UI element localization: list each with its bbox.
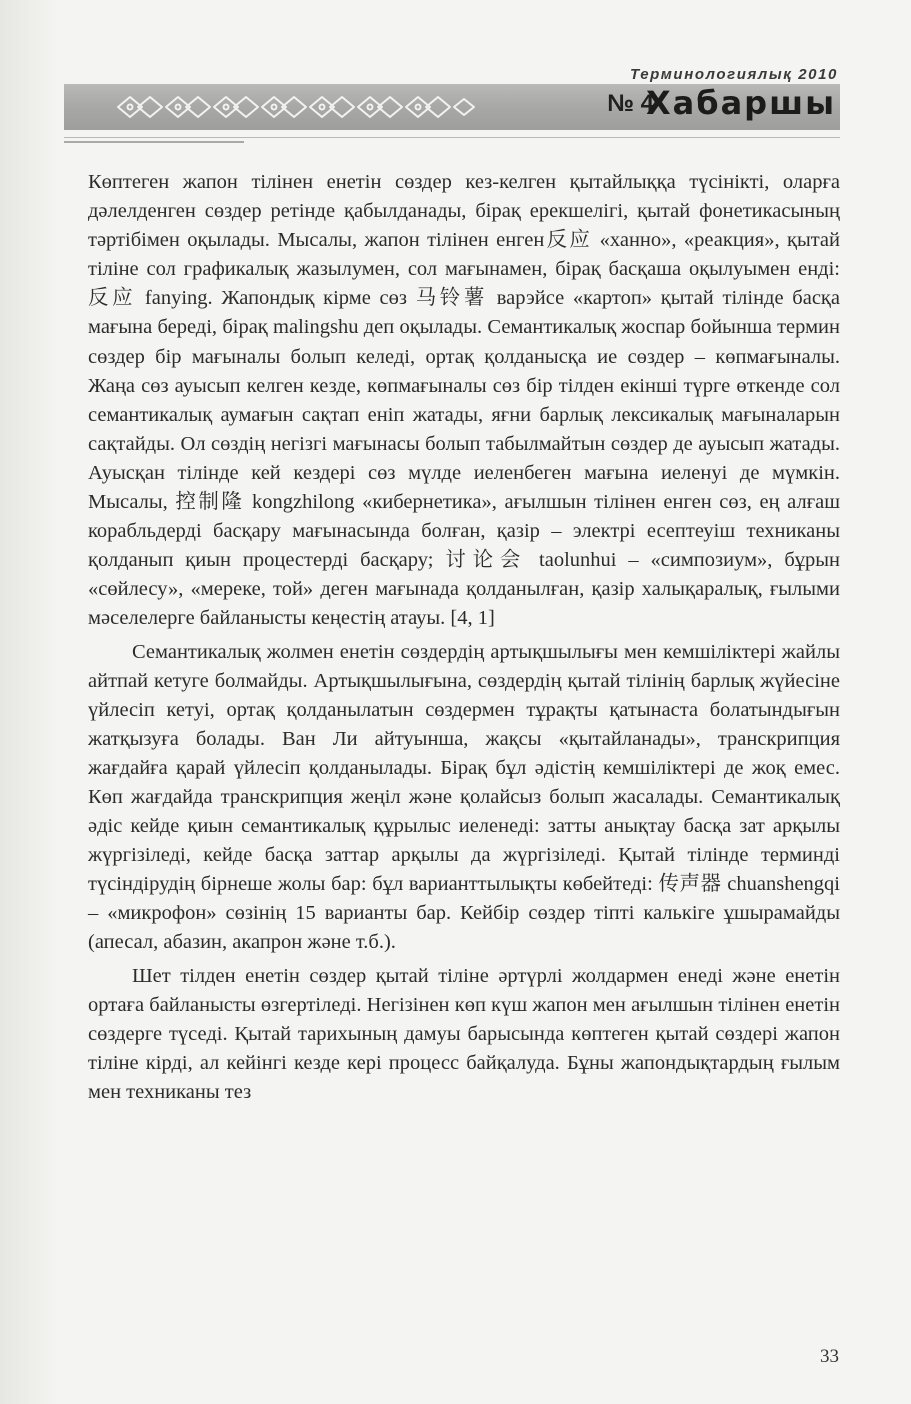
header-banner — [64, 84, 840, 130]
article-body — [88, 168, 840, 1107]
paragraph-2: Семантикалық жолмен енетін сөздердің артықшылығы мен кемшіліктері жайлы айтпай кетуге болмайды. Артықшылығына, сөздердің қытай тілінің барлық жүйесіне үйлесіп кетуі, ортақ қолданылатын сөздермен тұрақты қатынаста болатындығын жатқызуға болады. Ван Ли айтуынша, жақсы «қытайланады», транскрипция жағдайға қарай үйлесіп қолданылады. Бірақ бұл әдістің кемшіліктері де жоқ емес. Көп жағдайда транскрипция жеңіл және қолайсыз болып жасалады. Семантикалық әдіс кейде қиын семантикалық құрылыс иеленеді: затты анықтау басқа зат арқылы жүргізіледі, кейде басқа заттар арқылы да жүргізіледі. Қытай тілінде терминді түсіндірудің бірнеше жолы бар: бұл варианттылықты көбейтеді: 传声器 chuanshengqi – «микрофон» сөзінің 15 варианты бар. Кейбір сөздер тіпті калькіге ұшырамайды (апесал, абазин, акапрон және т.б.). — [88, 640, 840, 954]
page-number: 33 — [820, 1346, 839, 1367]
ornamental-pattern-icon — [116, 94, 476, 125]
issue-number: № 4 — [607, 90, 654, 117]
journal-name: Терминологиялық 2010 — [630, 66, 838, 83]
scan-shadow — [0, 0, 60, 1404]
header-divider-accent — [64, 141, 244, 143]
header-divider — [64, 137, 840, 138]
journal-title: Хабаршы — [645, 84, 836, 122]
paragraph-3: Шет тілден енетін сөздер қытай тіліне әртүрлі жолдармен енеді және енетін ортаға байланысты өзгертіледі. Негізінен көп күш жапон мен ағылшын тілінен енетін сөздерге түседі. Қытай тарихының дамуы барысында көптеген қытай сөздері жапон тіліне кірді, ал кейінгі кезде кері процесс байқалуда. Бұны жапондықтардың ғылым мен техниканы тез — [88, 964, 840, 1103]
paragraph-1: Көптеген жапон тілінен енетін сөздер кез-келген қытайлыққа түсінікті, оларға дәлелденген сөздер ретінде қабылданады, бірақ ерекшелігі, қытай фонетикасының тәртібімен оқылады. Мысалы, жапон тілінен енген反应 «ханно», «реакция», қытай тіліне сол графикалық жазылумен, сол мағынамен, бірақ басқаша оқылуымен енді: 反应 fanying. Жапондық кірме сөз 马铃薯 варэйсе «картоп» қытай тілінде басқа мағына береді, бірақ malingshu деп оқылады. Семантикалық жоспар бойынша термин сөздер бір мағыналы болып келеді, ортақ қолданысқа ие сөздер – көпмағыналы. Жаңа сөз ауысып келген кезде, көпмағыналы сөз бір тілден екінші түрге өткенде сол семантикалық аумағын сақтап еніп жатады, яғни барлық лексикалық мағыналарын сақтайды. Ол сөздің негізгі мағынасы болып табылмайтын сөздер де ауысып жатады. Ауысқан тілінде кей кездері сөз мүлде иеленбеген мағына иеленуі де мүмкін. Мысалы, 控制隆 kongzhilong «кибернетика», ағылшын тілінен енген сөз, ең алғаш корабльдерді басқару мағынасында болған, қазір – электрі есептеуіш техниканы қолданып қиын процестерді басқару; 讨论会 taolunhui – «симпозиум», бұрын «сөйлесу», «мереке, той» деген мағынада қолданылған, қазір халықаралық, ғылыми мәселелерге байланысты кеңестің атауы. [4, 1] — [88, 171, 840, 630]
